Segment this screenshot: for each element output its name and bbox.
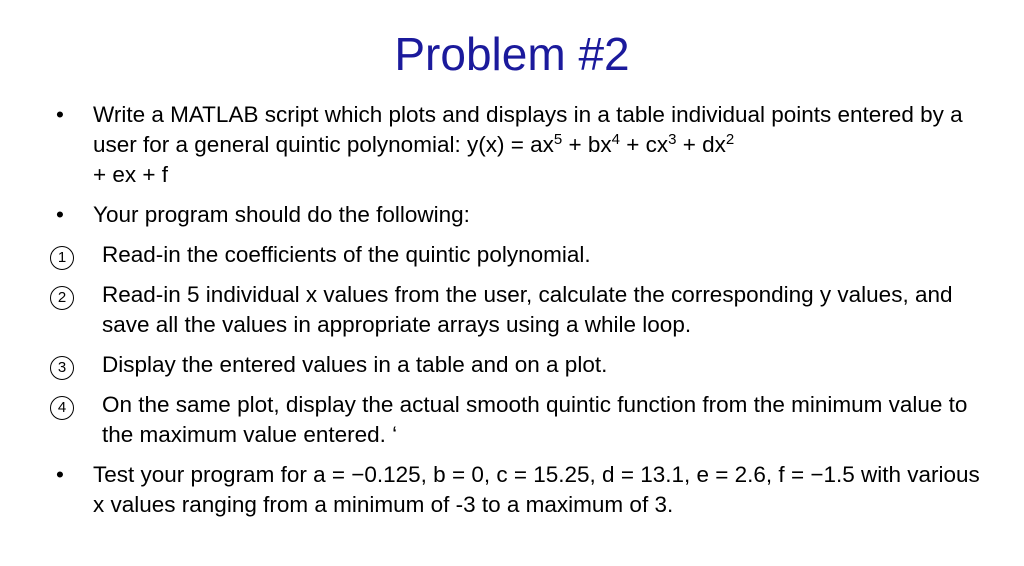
circled-number-4: 4	[50, 396, 74, 420]
exponent-5: 5	[553, 131, 563, 148]
bullet-marker: •	[56, 462, 64, 487]
bullet-text-test: Test your program for a = −0.125, b = 0, c = 15.25, d = 13.1, e = 2.6, f = −1.5 with various x values ranging from a minimum of -3 to a maximum of 3.	[93, 462, 980, 517]
step-item-2	[50, 280, 980, 340]
step-item-3	[50, 350, 980, 380]
bullet-item-task	[50, 100, 980, 190]
page-title: Problem #2	[394, 28, 630, 80]
task-term-b: + bx	[562, 132, 612, 157]
exponent-4: 4	[611, 131, 620, 148]
step-item-4	[50, 390, 980, 450]
task-term-ef: + ex + f	[93, 162, 169, 187]
bullet-item-instructions	[50, 200, 980, 230]
exponent-3: 3	[668, 131, 677, 148]
task-text: Write a MATLAB script which plots and displays in a table individual points entered by a user for a general quintic polynomial: y(x) = ax	[93, 102, 963, 157]
step-text-3: Display the entered values in a table and on a plot.	[102, 352, 608, 377]
circled-number-2: 2	[50, 286, 74, 310]
task-term-d: + dx	[676, 132, 726, 157]
step-text-2: Read-in 5 individual x values from the user, calculate the corresponding y values, and save all the values in appropriate arrays using a while loop.	[102, 282, 953, 337]
exponent-2: 2	[725, 131, 735, 148]
circled-number-3: 3	[50, 356, 74, 380]
step-text-4: On the same plot, display the actual smooth quintic function from the minimum value to the maximum value entered. ‘	[102, 392, 968, 447]
bullet-text-task	[93, 100, 980, 190]
bullet-item-test	[50, 460, 980, 520]
problem-content	[50, 100, 980, 530]
bullet-marker: •	[56, 102, 64, 127]
step-text-1: Read-in the coefficients of the quintic polynomial.	[102, 242, 591, 267]
bullet-text-instructions: Your program should do the following:	[93, 202, 470, 227]
bullet-marker: •	[56, 202, 64, 227]
task-term-c: + cx	[619, 132, 669, 157]
circled-number-1: 1	[50, 246, 74, 270]
step-item-1	[50, 240, 980, 270]
